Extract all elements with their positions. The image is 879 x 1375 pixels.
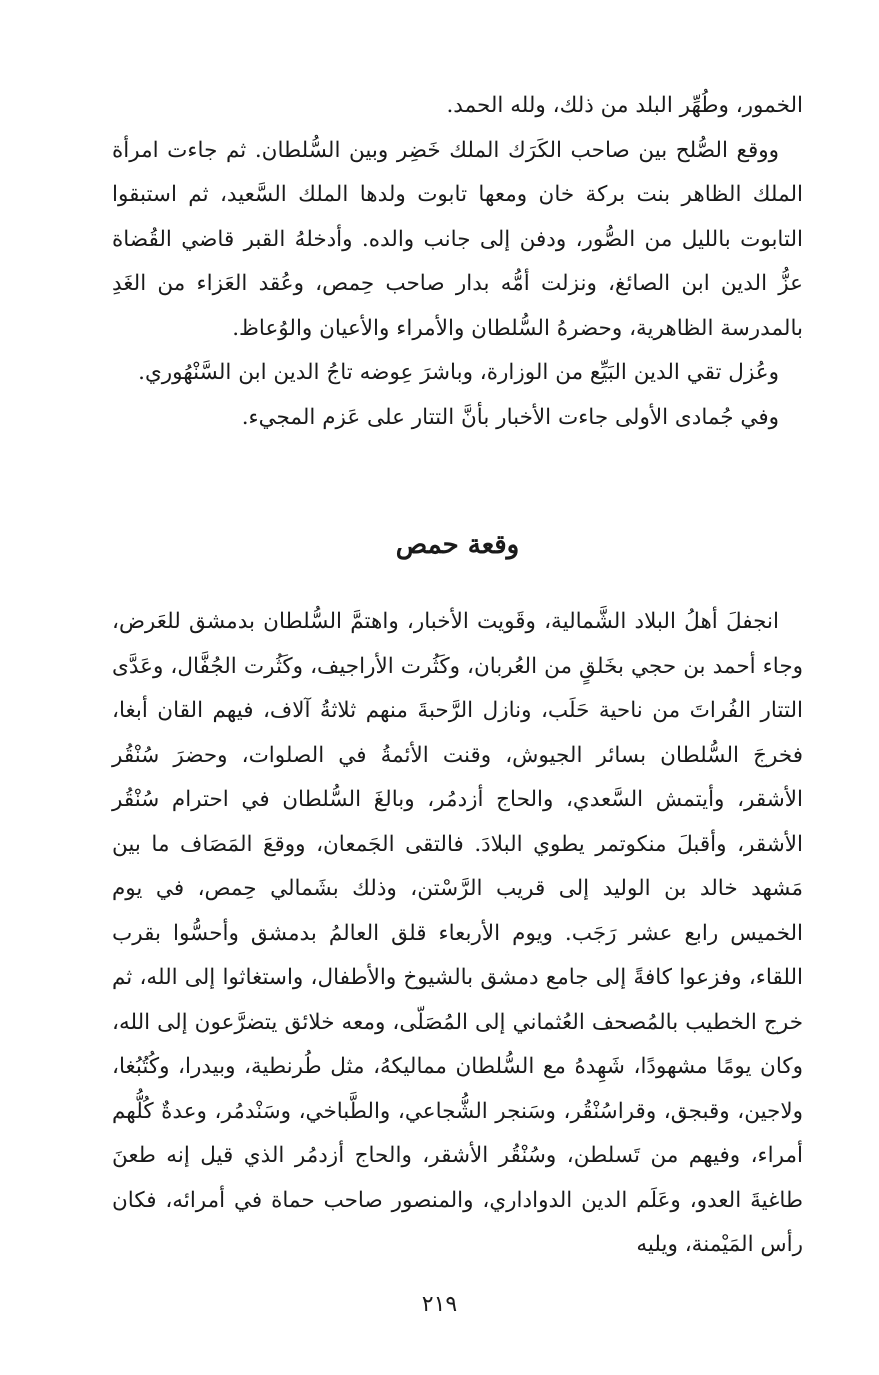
paragraph-peace-and-burial: ووقع الصُّلح بين صاحب الكَرَك الملك خَضِر وبين السُّلطان. ثم جاءت امرأة الملك الظاهر بنت بركة خان ومعها تابوت ولدها الملك السَّعيد، ثم استبقوا التابوت بالليل من الصُّور، ودفن إلى جانب والده. وأدخلهُ القبر قاضي القُضاة عزُّ الدين ابن الصائغ، ونزلت أمُّه بدار صاحب حِمص، وعُقد العَزاء من الغَدِ بالمدرسة الظاهرية، وحضرهُ السُّلطان والأمراء والأعيان والوُعاظ. (112, 137, 803, 341)
section-heading: وقعة حمص (395, 530, 520, 560)
top-text-block (112, 84, 803, 440)
paragraph-tatar-news: وفي جُمادى الأولى جاءت الأخبار بأنَّ التتار على عَزم المجيء. (241, 404, 779, 430)
paragraph-continuation: الخمور، وطُهِّر البلد من ذلك، ولله الحمد. (446, 93, 803, 118)
paragraph-battle-of-homs: انجفلَ أهلُ البلاد الشَّمالية، وقَويت الأخبار، واهتمَّ السُّلطان بدمشق للعَرض، وجاء أحمد بن حجي بخَلقٍ من العُربان، وكَثُرت الأراجيف، وكَثُرت الجُفَّال، وعَدَّى التتار الفُراتَ من ناحية حَلَب، ونازل الرَّحبةَ منهم ثلاثةُ آلاف، فيهم القان أبغا، فخرجَ السُّلطان بسائر الجيوش، وقنت الأئمةُ في الصلوات، وحضرَ سُنْقُر الأشقر، وأيتمش السَّعدي، والحاج أزدمُر، وبالغَ السُّلطان في احترام سُنْقُر الأشقر، وأقبلَ منكوتمر يطوي البلادَ. فالتقى الجَمعان، ووقعَ المَصَاف ما بين مَشهد خالد بن الوليد إلى قريب الرَّسْتن، وذلك بشَمالي حِمص، في يوم الخميس رابع عشر رَجَب. ويوم الأربعاء قلق العالمُ بدمشق وأحسُّوا بقرب اللقاء، وفزعوا كافةً إلى جامع دمشق بالشيوخ والأطفال، واستغاثوا إلى الله، ثم خرج الخطيب بالمُصحف العُثماني إلى المُصَلّى، ومعه خلائق يتضرَّعون إلى الله، وكان يومًا مشهودًا، شَهِدهُ مع السُّلطان مماليكهُ، مثل طُرنطية، وبيدرا، وكُتُبُغا، ولاجين، وقبجق، وقراسُنْقُر، وسَنجر الشُّجاعي، والطَّباخي، وسَنْدمُر، وعدةٌ كُلُّهم أمراء، وفيهم من تَسلطن، وسُنْقُر الأشقر، والحاج أزدمُر الذي قيل إنه طعنَ طاغيةَ العدو، وعَلَم الدين الدواداري، والمنصور صاحب حماة في أمرائه، فكان رأس المَيْمنة، ويليه (112, 609, 803, 1257)
paragraph-vizier-dismissal: وعُزل تقي الدين البَيِّع من الوزارة، وباشرَ عِوضه تاجُ الدين ابن السَّنْهُوري. (138, 360, 779, 385)
main-text-block (112, 600, 803, 1268)
page-number: ٢١٩ (421, 1292, 458, 1317)
